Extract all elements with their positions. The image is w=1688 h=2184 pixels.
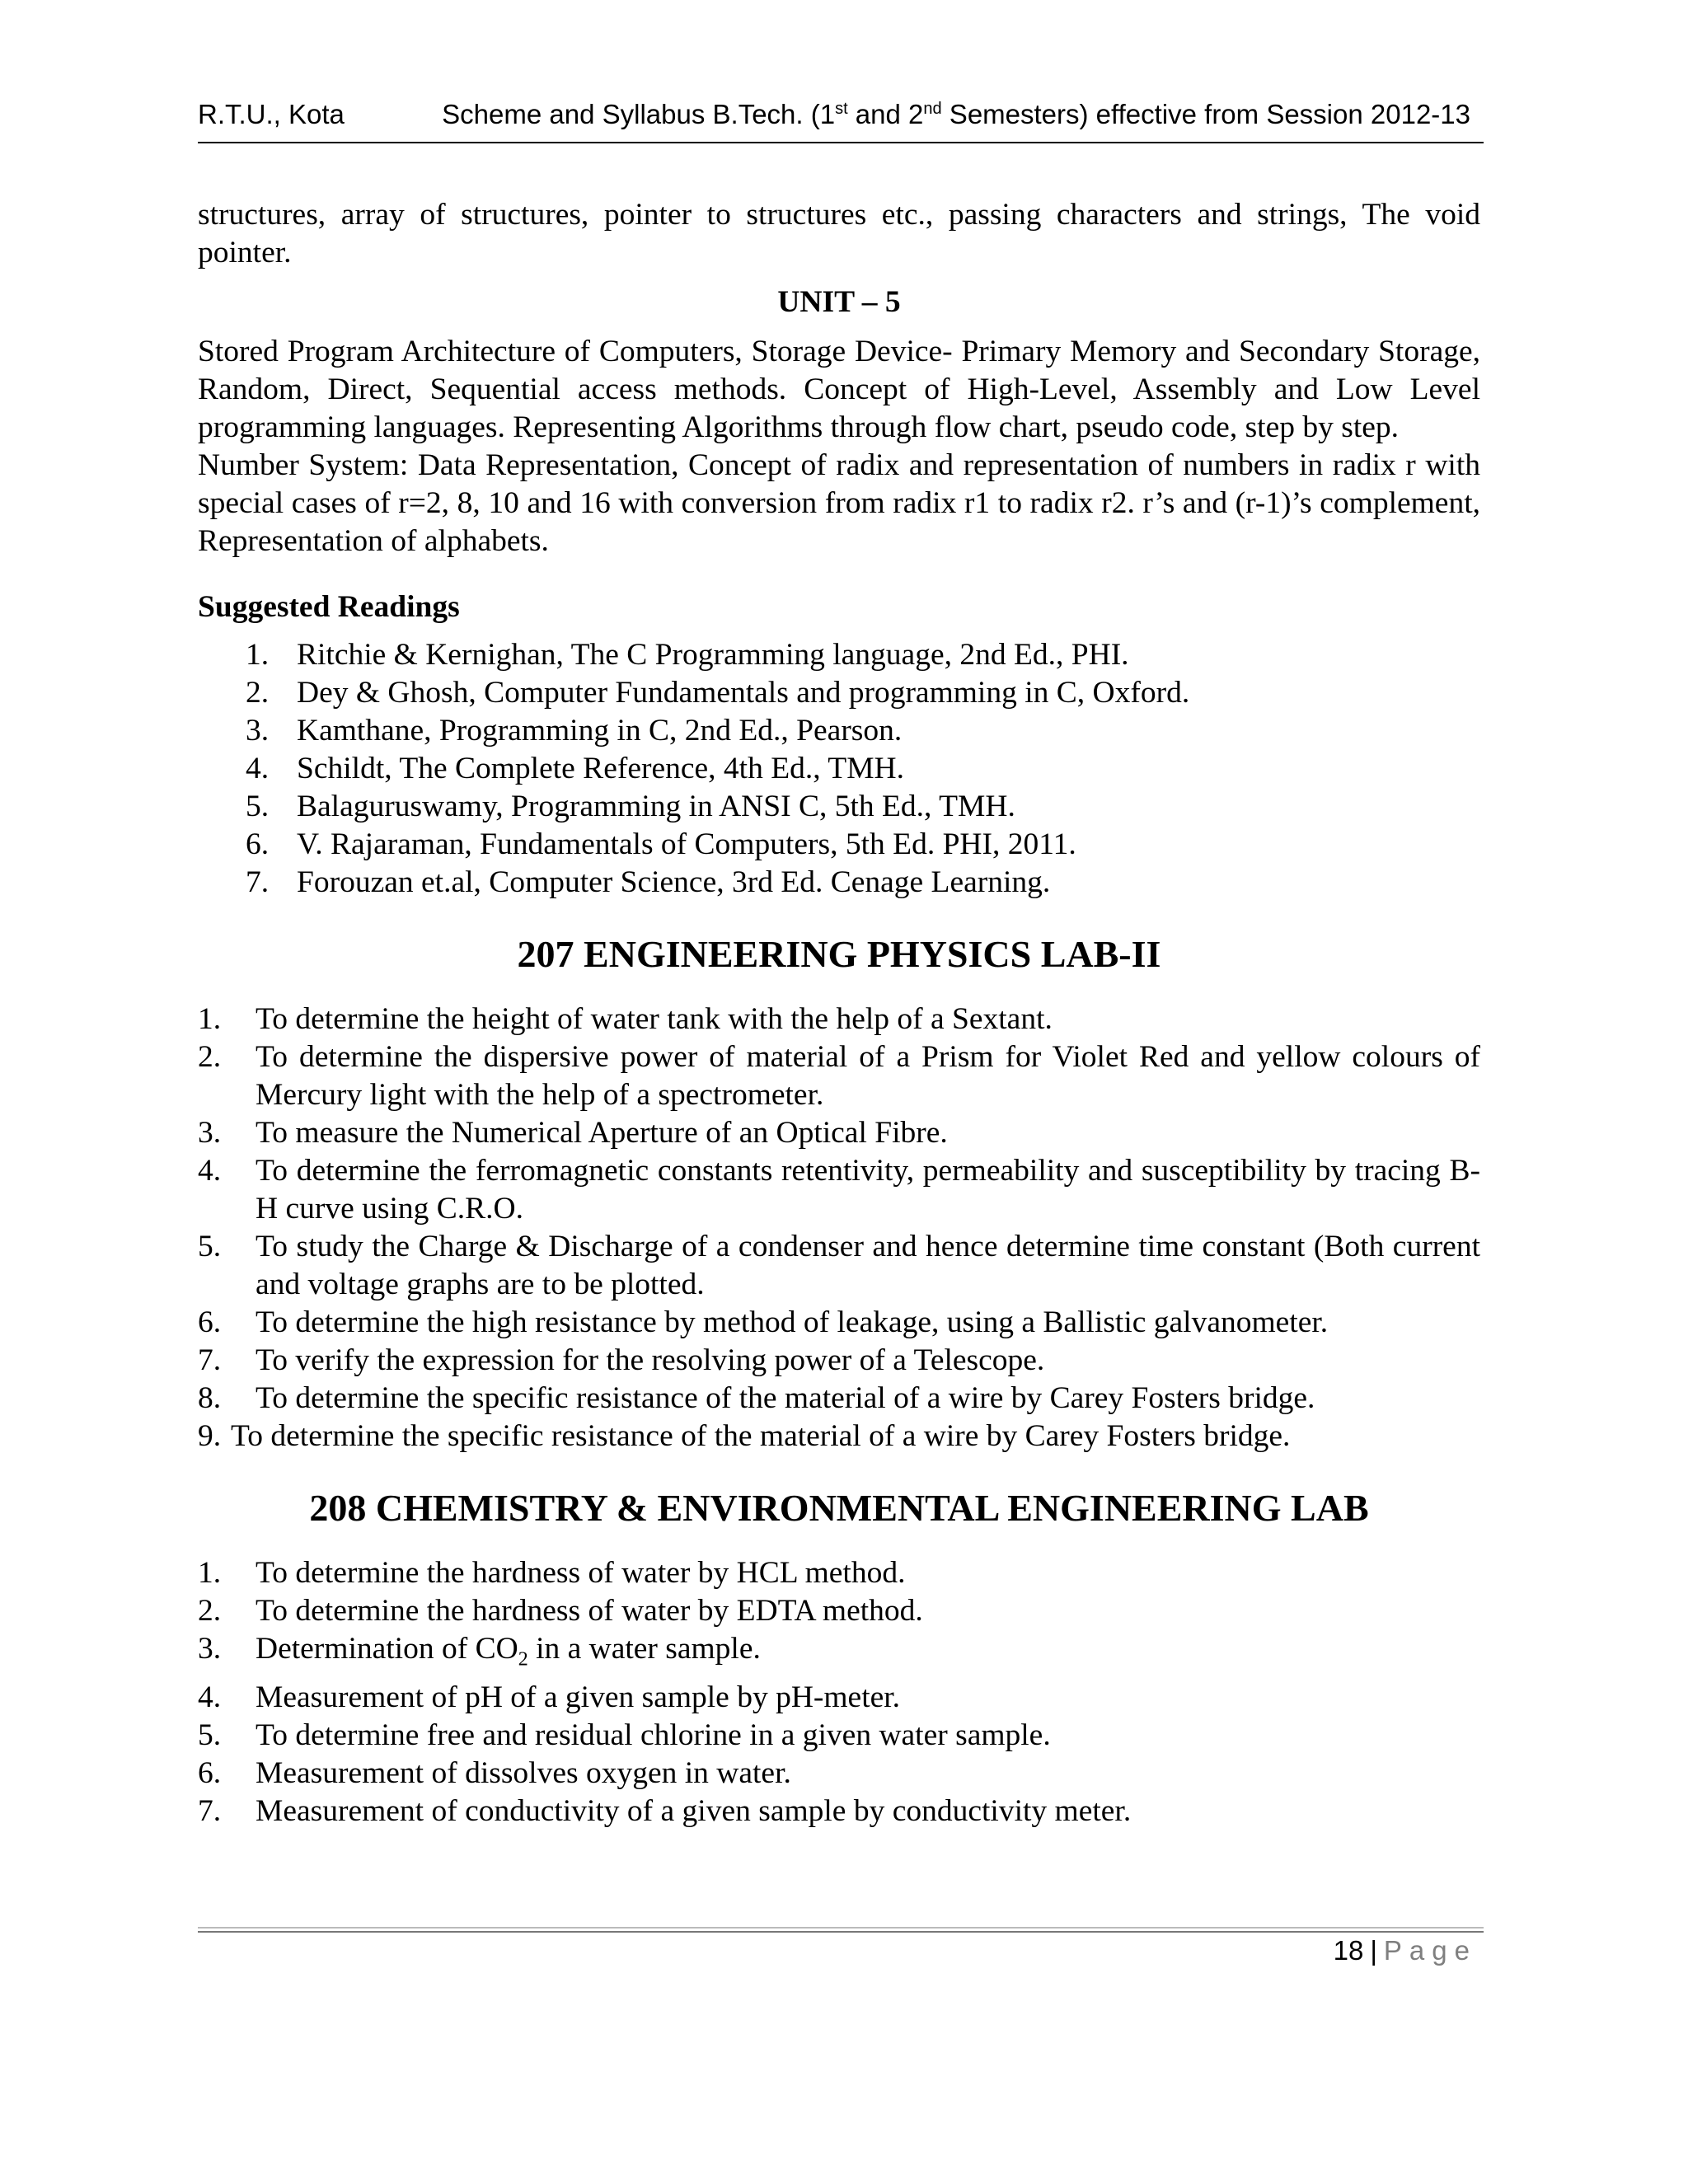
list-item: 1. To determine the hardness of water by HCL method. [198,1556,906,1590]
lab-208-list [198,1554,1480,1830]
suggested-readings-heading: Suggested Readings [198,590,460,624]
footer-divider [198,1931,1484,1933]
unit-paragraph-1: Stored Program Architecture of Computers, Storage Device- Primary Memory and Secondary Storage, Random, Direct, Sequential access methods. Concept of High-Level, Assembly and Low Level programming languages. Representing Algorithms through flow chart, pseudo code, step by step. [198,335,1480,444]
list-item: 1. To determine the height of water tank with the help of a Sextant. [198,1002,1053,1036]
list-item: 6. V. Rajaraman, Fundamentals of Computers, 5th Ed. PHI, 2011. [246,827,1076,861]
page-header [198,94,1484,143]
footer-divider [198,1927,1484,1929]
page-number: 18 [1333,1935,1364,1966]
lab-207-title: 207 ENGINEERING PHYSICS LAB-II [517,933,1161,975]
list-item: 7. Forouzan et.al, Computer Science, 3rd Ed. Cenage Learning. [246,865,1051,899]
list-item: 9. To determine the specific resistance of the material of a wire by Carey Fosters bridge. [198,1419,1291,1453]
intro-paragraph: structures, array of structures, pointer to structures etc., passing characters and strings, The void pointer. [198,198,1480,269]
list-item: 7. Measurement of conductivity of a given sample by conductivity meter. [198,1793,1132,1828]
page-word: Page [1383,1935,1477,1966]
list-item: 7. To verify the expression for the resolving power of a Telescope. [198,1343,1045,1377]
page-content [198,196,1480,1830]
list-item: 4. Schildt, The Complete Reference, 4th Ed., TMH. [246,752,904,785]
unit-paragraph-2: Number System: Data Representation, Concept of radix and representation of numbers in radix r with special cases of r=2, 8, 10 and 16 with conversion from radix r1 to radix r2. r’s and (r-1)’s complement, Representation of alphabets. [198,448,1480,558]
list-item: 2. To determine the hardness of water by EDTA method. [198,1594,923,1628]
list-item: 5. To study the Charge & Discharge of a condenser and hence determine time constant (Both current and voltage graphs are to be plotted. [198,1230,1480,1301]
footer-separator: | [1370,1935,1377,1966]
list-item: 4. To determine the ferromagnetic constants retentivity, permeability and susceptibility by tracing B-H curve using C.R.O. [198,1154,1480,1226]
list-item: 5. Balaguruswamy, Programming in ANSI C, 5th Ed., TMH. [246,790,1015,823]
header-title: Scheme and Syllabus B.Tech. (1st and 2nd Semesters) effective from Session 2012-13 [442,99,1470,129]
list-item: 8. To determine the specific resistance of the material of a wire by Carey Fosters bridge. [198,1381,1315,1415]
page-footer [1334,1935,1477,1966]
header-divider [198,142,1484,143]
list-item: 2. Dey & Ghosh, Computer Fundamentals and programming in C, Oxford. [246,676,1190,710]
lab-207-list [198,1001,1480,1455]
list-item: 3. To measure the Numerical Aperture of an Optical Fibre. [198,1116,948,1150]
list-item: 5. To determine free and residual chlorine in a given water sample. [198,1718,1051,1752]
list-item: 3. Determination of $CO_2$ in a water sample. [198,1632,761,1671]
list-item: 2. To determine the dispersive power of material of a Prism for Violet Red and yellow colours of Mercury light with the help of a spectrometer. [198,1040,1480,1112]
header-institution: R.T.U., Kota [198,99,345,129]
list-item: 6. To determine the high resistance by method of leakage, using a Ballistic galvanometer. [198,1305,1329,1339]
list-item: 1. Ritchie & Kernighan, The C Programming language, 2nd Ed., PHI. [246,638,1129,672]
list-item: 6. Measurement of dissolves oxygen in water. [198,1755,791,1790]
readings-list [198,636,1480,902]
unit-heading: UNIT – 5 [777,285,901,319]
lab-208-title: 208 CHEMISTRY & ENVIRONMENTAL ENGINEERING LAB [309,1487,1369,1529]
list-item: 3. Kamthane, Programming in C, 2nd Ed., Pearson. [246,714,903,748]
list-item: 4. Measurement of pH of a given sample by pH-meter. [198,1680,901,1714]
